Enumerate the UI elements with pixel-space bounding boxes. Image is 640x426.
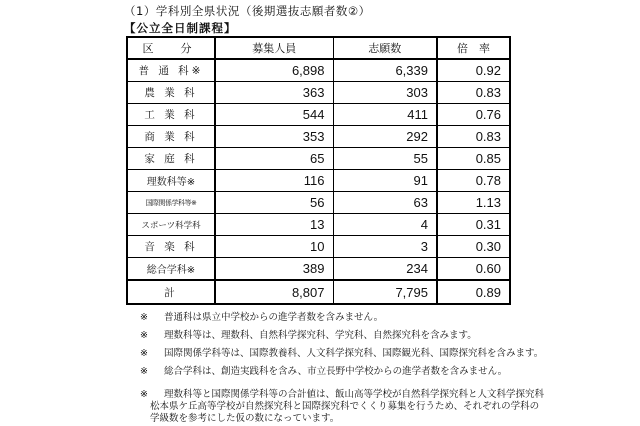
footnote — [140, 309, 544, 327]
row-applicants: 303 — [333, 82, 437, 104]
row-applicants: 3 — [333, 236, 437, 258]
row-ratio: 0.83 — [437, 126, 510, 148]
note-line: 学級数を参考にした仮の数になっています。 — [150, 413, 340, 424]
table-row — [127, 82, 510, 104]
row-capacity: 56 — [215, 192, 333, 214]
table-row — [127, 214, 510, 236]
row-capacity: 13 — [215, 214, 333, 236]
footnote — [140, 345, 544, 363]
row-ratio: 0.76 — [437, 104, 510, 126]
header-applicants: 志願数 — [333, 37, 437, 59]
row-applicants: 234 — [333, 258, 437, 281]
row-applicants: 6,339 — [333, 59, 437, 82]
row-category: 理数科等※ — [127, 170, 215, 192]
header-category: 区 分 — [127, 37, 215, 59]
row-applicants: 55 — [333, 148, 437, 170]
note-mark: ※ — [140, 330, 148, 341]
footnotes — [140, 309, 544, 425]
footnote — [140, 363, 544, 381]
row-ratio: 0.30 — [437, 236, 510, 258]
total-applicants: 7,795 — [333, 280, 437, 304]
table-total-row — [127, 280, 510, 304]
row-category: 総合学科※ — [127, 258, 215, 281]
table-row — [127, 258, 510, 281]
row-ratio: 0.85 — [437, 148, 510, 170]
total-category: 計 — [127, 280, 215, 304]
row-ratio: 0.60 — [437, 258, 510, 281]
total-capacity: 8,807 — [215, 280, 333, 304]
row-applicants: 63 — [333, 192, 437, 214]
row-capacity: 6,898 — [215, 59, 333, 82]
row-category: 国際関係学科等※ — [127, 192, 215, 214]
header-capacity: 募集人員 — [215, 37, 333, 59]
note-mark: ※ — [140, 366, 148, 377]
row-category: 普 通 科※ — [127, 59, 215, 82]
note-text: 国際関係学科等は、国際教養科、人文科学探究科、国際観光科、国際探究科を含みます。 — [164, 348, 544, 359]
row-capacity: 353 — [215, 126, 333, 148]
note-mark: ※ — [140, 389, 148, 400]
section-title: （1）学科別全県状況（後期選抜志願者数②） — [124, 4, 371, 18]
section-subtitle: 【公立全日制課程】 — [124, 21, 237, 35]
applicants-table — [126, 36, 511, 305]
row-capacity: 389 — [215, 258, 333, 281]
note-text: 普通科は県立中学校からの進学者数を含みません。 — [164, 312, 384, 323]
row-capacity: 116 — [215, 170, 333, 192]
note-line: 理数科等と国際関係学科等の合計値は、飯山高等学校が自然科学探究科と人文科学探究科 — [164, 389, 545, 400]
note-mark: ※ — [140, 348, 148, 359]
row-category: 家 庭 科 — [127, 148, 215, 170]
row-capacity: 65 — [215, 148, 333, 170]
row-ratio: 0.92 — [437, 59, 510, 82]
row-category: スポーツ科学科 — [127, 214, 215, 236]
row-ratio: 0.31 — [437, 214, 510, 236]
note-mark: ※ — [140, 312, 148, 323]
row-applicants: 4 — [333, 214, 437, 236]
note-line: 松本県ケ丘高等学校が自然探究科と国際探究科でくくり募集を行うため、それぞれの学科の — [150, 401, 540, 412]
row-ratio: 1.13 — [437, 192, 510, 214]
row-applicants: 292 — [333, 126, 437, 148]
table-row — [127, 192, 510, 214]
row-category: 農 業 科 — [127, 82, 215, 104]
row-capacity: 363 — [215, 82, 333, 104]
row-applicants: 411 — [333, 104, 437, 126]
row-category: 商 業 科 — [127, 126, 215, 148]
table-row — [127, 148, 510, 170]
row-capacity: 544 — [215, 104, 333, 126]
header-ratio: 倍 率 — [437, 37, 510, 59]
table-row — [127, 126, 510, 148]
row-capacity: 10 — [215, 236, 333, 258]
table-row — [127, 170, 510, 192]
footnote — [140, 327, 544, 345]
table-row — [127, 104, 510, 126]
table-row — [127, 236, 510, 258]
note-text: 理数科等は、理数科、自然科学探究科、学究科、自然探究科を含みます。 — [164, 330, 477, 341]
table-row — [127, 59, 510, 82]
row-ratio: 0.78 — [437, 170, 510, 192]
row-category: 工 業 科 — [127, 104, 215, 126]
total-ratio: 0.89 — [437, 280, 510, 304]
row-ratio: 0.83 — [437, 82, 510, 104]
table-header-row — [127, 37, 510, 59]
note-text: 総合学科は、創造実践科を含み、市立長野中学校からの進学者数を含みません。 — [164, 366, 508, 377]
row-applicants: 91 — [333, 170, 437, 192]
row-category: 音 楽 科 — [127, 236, 215, 258]
footnote — [140, 389, 544, 425]
